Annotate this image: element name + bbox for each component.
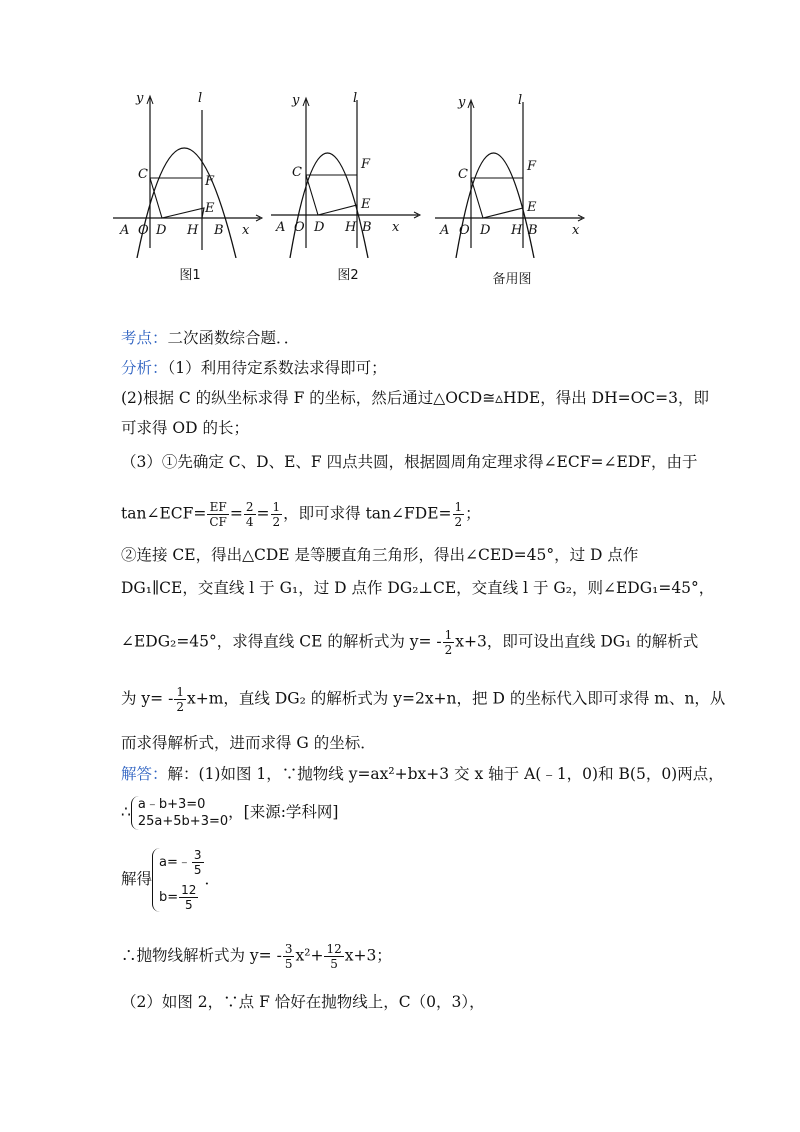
figure-2-label-y: y xyxy=(292,93,300,108)
figure-2-label-l: l xyxy=(353,91,358,106)
jieda-line-1 xyxy=(121,764,724,784)
equation-2: 25a+5b+3=0 xyxy=(137,814,229,829)
figure-3-graph xyxy=(432,88,592,258)
figure-2-graph xyxy=(268,88,428,258)
figure-1-label-l: l xyxy=(198,91,203,106)
tan-fde-text: ，即可求得 tan∠FDE= xyxy=(283,504,452,523)
figure-1-label-h: H xyxy=(187,223,199,238)
figure-1-label-e: E xyxy=(205,201,215,216)
fenxi-p3a: （3）①先确定 C、D、E、F 四点共圆，根据圆周角定理求得∠ECF=∠EDF，由于 xyxy=(121,453,698,471)
fenxi-tag: 分析： xyxy=(121,359,168,377)
jieda-tag: 解答： xyxy=(121,765,168,783)
figure-2-label-d: D xyxy=(314,220,325,235)
figure-2 xyxy=(268,88,428,293)
fraction-2-4 xyxy=(244,500,256,529)
fenxi-p2a: (2)根据 C 的纵坐标求得 F 的坐标，然后通过△OCD≅▵HDE，得出 DH=OC=3，即 xyxy=(121,389,709,407)
solution-system xyxy=(152,848,205,912)
figure-1-label-y: y xyxy=(136,91,144,106)
kaodian-text: 二次函数综合题．． xyxy=(167,329,300,347)
fenxi-line-1 xyxy=(121,358,387,378)
jieda-solution xyxy=(121,848,220,912)
figure-3-label-l: l xyxy=(518,93,523,108)
kaodian-tag: 考点： xyxy=(121,329,168,347)
fraction-a xyxy=(192,848,204,877)
dg1-line-text: 为 y= - xyxy=(121,689,174,708)
fraction-numerator: 2 xyxy=(245,500,254,514)
fraction-numerator: 3 xyxy=(284,942,293,956)
equals-sign: = xyxy=(229,504,243,523)
equation-system-1 xyxy=(131,796,228,830)
figure-1-label-x: x xyxy=(242,223,250,238)
period: ． xyxy=(204,870,221,888)
figure-3-label-f: F xyxy=(527,159,537,174)
figure-1-graph xyxy=(110,88,270,258)
parabola-suffix: x+3； xyxy=(344,946,392,965)
fraction-half-ce xyxy=(443,628,455,657)
x-squared-plus: x²+ xyxy=(295,946,324,965)
equation-1: a﹣b+3=0 xyxy=(137,797,206,812)
fenxi-p4a: ②连接 CE，得出△CDE 是等腰直角三角形，得出∠CED=45°，过 D 点作 xyxy=(121,546,639,564)
fraction-numerator: 1 xyxy=(176,685,184,699)
figure-2-label-h: H xyxy=(345,220,357,235)
kaodian-line xyxy=(121,328,299,348)
fraction-1-2 xyxy=(271,500,283,529)
fraction-numerator: 1 xyxy=(272,500,281,514)
fraction-numerator: 1 xyxy=(454,500,463,514)
b-prefix: b= xyxy=(159,890,179,905)
figure-2-label-a: A xyxy=(276,220,286,235)
fraction-denominator: 5 xyxy=(284,957,293,971)
figure-1 xyxy=(110,88,270,293)
figure-3-label-y: y xyxy=(458,95,466,110)
fraction-12-5 xyxy=(324,942,343,971)
fraction-numerator: EF xyxy=(207,500,229,515)
fraction-3-5 xyxy=(283,942,295,971)
equals-sign: = xyxy=(256,504,270,523)
fenxi-p4c xyxy=(121,628,698,657)
figures-row xyxy=(0,0,800,300)
figure-1-label-d: D xyxy=(156,223,167,238)
fraction-denominator: 5 xyxy=(330,957,338,971)
figure-3-label-d: D xyxy=(480,223,491,238)
jieda-l1: 解：(1)如图 1，∵抛物线 y=ax²+bx+3 交 x 轴于 A(﹣1，0)和 B(5，0)两点， xyxy=(167,765,724,783)
fraction-numerator: 12 xyxy=(326,942,342,956)
fraction-numerator: 3 xyxy=(193,848,202,862)
fenxi-p4b: DG₁∥CE，交直线 l 于 G₁，过 D 点作 DG₂⊥CE，交直线 l 于 G₂，则∠EDG₁=45°， xyxy=(121,579,715,597)
figure-3-label-o: O xyxy=(459,223,470,238)
fraction-denominator: 2 xyxy=(444,643,453,657)
fraction-denominator: 2 xyxy=(454,515,463,529)
fenxi-p3b xyxy=(121,500,481,529)
therefore-symbol: ∴ xyxy=(121,803,131,821)
fraction-denominator: 5 xyxy=(184,898,193,912)
figure-3-label-h: H xyxy=(511,223,523,238)
figure-1-label-o: O xyxy=(138,223,149,238)
figure-3-caption: 备用图 xyxy=(492,272,532,287)
fraction-denominator: 4 xyxy=(245,515,254,529)
figure-2-label-o: O xyxy=(294,220,305,235)
jiede-label: 解得 xyxy=(121,870,153,888)
jieda-parabola xyxy=(121,942,392,971)
fraction-numerator: 1 xyxy=(444,628,453,642)
figure-2-label-e: E xyxy=(361,197,371,212)
ce-line-text: ∠EDG₂=45°，求得直线 CE 的解析式为 y= - xyxy=(121,632,442,651)
solution-b xyxy=(159,883,205,912)
figure-1-label-f: F xyxy=(205,174,215,189)
parabola-prefix: ∴抛物线解析式为 y= - xyxy=(121,946,282,965)
figure-2-label-c: C xyxy=(292,165,302,180)
solution-a xyxy=(159,848,205,877)
fraction-denominator: CF xyxy=(209,515,227,529)
fenxi-p4e: 而求得解析式，进而求得 G 的坐标． xyxy=(121,734,376,752)
figure-1-label-a: A xyxy=(120,223,130,238)
dg1-text: x+3，即可设出直线 DG₁ 的解析式 xyxy=(455,632,699,651)
fenxi-p2b: 可求得 OD 的长； xyxy=(121,419,249,437)
figure-3-label-e: E xyxy=(527,200,537,215)
figure-3 xyxy=(432,88,592,293)
figure-1-caption: 图1 xyxy=(179,268,201,283)
figure-1-label-b: B xyxy=(214,223,224,238)
fenxi-p4d xyxy=(121,685,725,714)
fraction-denominator: 2 xyxy=(176,700,184,714)
figure-2-label-f: F xyxy=(361,157,371,172)
figure-3-label-a: A xyxy=(440,223,450,238)
fraction-b xyxy=(179,883,198,912)
fraction-denominator: 2 xyxy=(272,515,281,529)
figure-2-caption: 图2 xyxy=(337,268,359,283)
figure-2-label-b: B xyxy=(362,220,372,235)
jieda-system-1 xyxy=(121,796,338,830)
semicolon: ； xyxy=(465,504,481,523)
fraction-half-dg1 xyxy=(174,685,186,714)
dg2-text: x+m，直线 DG₂ 的解析式为 y=2x+n，把 D 的坐标代入即可求得 m、n，从 xyxy=(186,689,726,708)
figure-3-label-c: C xyxy=(458,167,468,182)
tan-ecf-text: tan∠ECF= xyxy=(121,504,207,523)
jieda-l2: （2）如图 2，∵点 F 恰好在抛物线上，C（0，3）， xyxy=(121,993,485,1011)
fraction-denominator: 5 xyxy=(193,863,202,877)
fraction-ef-cf xyxy=(207,500,229,529)
source-note: ，[来源:学科网] xyxy=(228,803,339,821)
fraction-numerator: 12 xyxy=(181,883,197,897)
figure-3-label-x: x xyxy=(572,223,580,238)
fenxi-p1: （1）利用待定系数法求得即可； xyxy=(167,359,387,377)
a-prefix: a=﹣ xyxy=(159,855,191,870)
fraction-1-2-b xyxy=(453,500,465,529)
figure-2-label-x: x xyxy=(392,220,400,235)
figure-1-label-c: C xyxy=(138,167,148,182)
figure-3-label-b: B xyxy=(528,223,538,238)
